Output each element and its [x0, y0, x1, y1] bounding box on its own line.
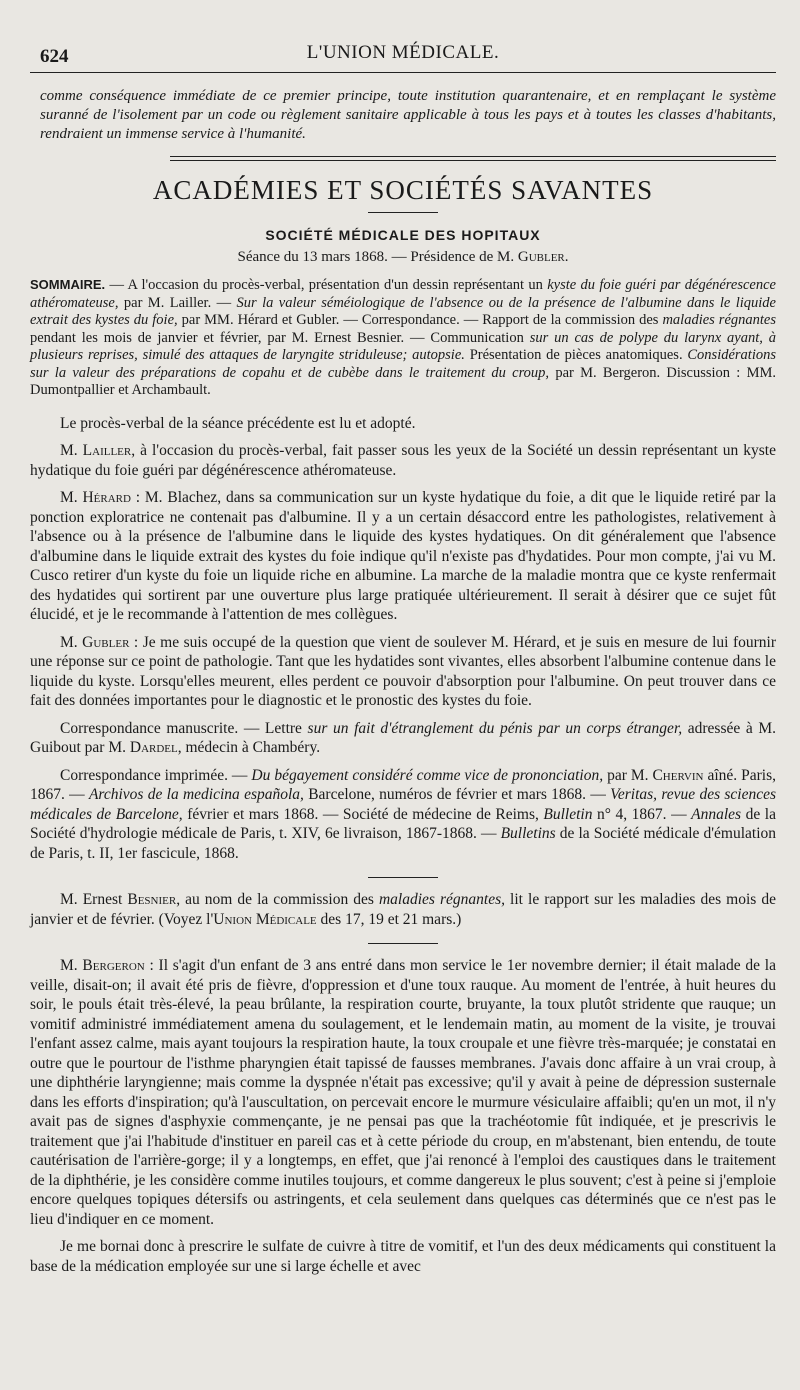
- session-line: [30, 249, 776, 266]
- paragraph-correspondence-printed: [30, 766, 776, 864]
- paragraph-continuation: Je me bornai donc à prescrire le sulfate de cuivre à titre de vomitif, et l'un des deux médicaments qui constituent la base de la médication employée sur une si large échelle et avec: [30, 1238, 776, 1275]
- paragraph-italic: Annales: [691, 805, 742, 823]
- speaker-name: Besnier: [127, 891, 177, 908]
- paragraph-text: par M.: [603, 766, 653, 784]
- paragraph-text: , à l'occasion du procès-verbal, fait passer sous les yeux de la Société un dessin représentant un kyste hydatique du foie guéri par dégénérescence athéromateuse.: [30, 442, 776, 479]
- paragraph-text: lit le rapport sur les maladies des mois de janvier et de février. (Voyez l': [30, 891, 776, 928]
- paragraph-text: M. Ernest: [60, 891, 128, 908]
- paragraph-text: adressée à M. Guibout par M.: [30, 719, 777, 756]
- summary-italic: sur un cas de polype du larynx ayant, à plusieurs reprises, simulé des attaques de laryngite striduleuse; autopsie.: [30, 329, 776, 363]
- person-name: Dardel: [129, 739, 178, 756]
- speaker-name: Lailler: [82, 442, 132, 459]
- society-name: SOCIÉTÉ MÉDICALE DES HOPITAUX: [265, 227, 541, 243]
- paragraph-text: : M. Blachez, dans sa communication sur un kyste hydatique du foie, a dit que le liquide retiré par la ponction exploratrice ne contenait pas d'albumine. Il y a un certain désaccord entre les pathologistes, relativement à l'absence ou à la présence de l'albumine dans le liquide des kystes hydatiques. On dit généralement que l'absence d'albumine dans le liquide extrait des kystes du foie indique qu'il n'existe pas d'hydatides. Pour mon compte, j'ai vu M. Cusco retirer d'un kyste du foie un liquide riche en albumine. La marche de la maladie montra que ce kyste renfermait des hydatides qui sortirent par une ouverture plus large pratiquée ultérieurement. Il serait à désirer que ce sujet fût élucidé, et je le recommande à l'attention de mes collègues.: [30, 489, 776, 623]
- section-double-rule: [170, 156, 776, 161]
- paragraph-besnier: [30, 890, 776, 929]
- paragraph-text: février et mars 1868. — Société de médecine de Reims,: [182, 805, 544, 823]
- header-rule: [30, 72, 776, 73]
- speaker-prefix: M.: [60, 489, 83, 506]
- paragraph-bergeron: [30, 956, 776, 1229]
- paragraph-text: aîné. Paris, 1867. —: [30, 766, 776, 803]
- paragraph-text: n° 4, 1867. —: [592, 805, 692, 823]
- journal-reference: Union Médicale: [213, 910, 317, 928]
- summary-italic: kyste du foie guéri par dégénérescence athéromateuse,: [30, 277, 776, 311]
- speaker-prefix: M.: [60, 442, 83, 459]
- paragraph-text: Correspondance manuscrite. — Lettre: [60, 719, 308, 737]
- summary-italic: Sur la valeur séméiologique de l'absence ou de la présence de l'albumine dans le liquide extrait des kystes du foie,: [30, 294, 776, 328]
- person-name: Chervin: [652, 766, 704, 784]
- speaker-name: Bergeron: [82, 957, 145, 974]
- paragraph-italic: Bulletins: [500, 825, 556, 842]
- section-title: ACADÉMIES ET SOCIÉTÉS SAVANTES: [152, 175, 654, 205]
- page-number: 624: [40, 46, 69, 67]
- summary-italic: Considérations sur la valeur des préparations de copahu et de cubèbe dans le traitement du croup,: [30, 347, 776, 381]
- section-divider: [368, 877, 438, 878]
- paragraph-correspondence-manuscript: [30, 719, 776, 758]
- summary-italic: maladies régnantes: [662, 312, 776, 328]
- paragraph-italic: sur un fait d'étranglement du pénis par un corps étranger,: [307, 719, 683, 737]
- speaker-name: Gubler: [82, 633, 130, 651]
- paragraph-italic: Bulletin: [543, 805, 593, 823]
- summary-text: par M. Bergeron. Discussion : MM. Dumontpallier et Archambault.: [30, 364, 776, 398]
- summary-text: pendant les mois de janvier et février, par M. Ernest Besnier. — Communication: [30, 329, 530, 346]
- paragraph-minutes: Le procès-verbal de la séance précédente est lu et adopté.: [60, 414, 416, 432]
- paragraph-text: , au nom de la commission des: [176, 891, 379, 908]
- session-president: Gubler.: [517, 249, 569, 265]
- speaker-name: Hérard: [82, 489, 131, 506]
- journal-title: L'UNION MÉDICALE.: [306, 42, 500, 63]
- paragraph-italic: Veritas, revue des sciences médicales de Barcelone,: [30, 786, 777, 823]
- paragraph-text: : Je me suis occupé de la question que vient de soulever M. Hérard, et je suis en mesure de lui fournir une réponse sur ce point de pathologie. Tant que les hydatides sont vivantes, elles absorbent l'albumine contenue dans le liquide du kyste. Lorsqu'elles meurent, elles perdent ce pouvoir d'absorption pour l'albumine. On peut trouver dans ce fait des données importantes pour le diagnostic et le pronostic des kystes du foie.: [30, 633, 776, 709]
- section-divider: [368, 943, 438, 944]
- paragraph-italic: Archivos de la medicina española,: [88, 786, 304, 803]
- paragraph-text: des 17, 19 et 21 mars.): [316, 910, 462, 928]
- paragraph-gubler: [30, 633, 776, 711]
- paragraph-text: , médecin à Chambéry.: [177, 739, 321, 756]
- intro-paragraph: comme conséquence immédiate de ce premier principe, toute institution quarantenaire, et en remplaçant le système suranné de l'isolement par un code ou règlement sanitaire applicable à tous les pays et à toutes les classes d'habitants, rendraient un immense service à l'humanité.: [40, 88, 776, 142]
- summary-paragraph: [30, 276, 776, 400]
- paragraph-text: : Il s'agit d'un enfant de 3 ans entré dans mon service le 1er novembre dernier; il était malade de la veille, disait-on; il avait été pris de fièvre, d'oppression et d'une toux rauque. Au moment de l'entrée, à huit heures du soir, le pouls était très-élevé, la peau brûlante, la respiration courte, bruyante, la toux plutôt stridente que rauque; un vomitif administré immédiatement amena du soulagement, et le lendemain matin, au moment de la visite, je trouvai l'enfant assez calme, mais ayant toujours la respiration haute, la toux croupale et une fièvre très-marquée; je constatai en outre que le pourtour de l'isthme pharyngien était tapissé de fausses membranes. J'avais donc affaire à un vrai croup, à une diphthérie laryngienne; mais comme la dyspnée n'était pas excessive; qu'il y avait à peine de dépression susternale dans les efforts d'inspiration; qu'à l'auscultation, on percevait encore le murmure vésiculaire affaibli; qu'en un mot, il n'y avait pas de signes d'asphyxie commençante, je ne pensai pas que la trachéotomie fût indiquée, et je prescrivis le traitement que j'ai l'habitude d'instituer en pareil cas et à cette période du croup, en m'abstenant, bien entendu, de toute cautérisation de l'arrière-gorge; il y a longtemps, en effet, que j'ai renoncé à l'emploi des caustiques dans le traitement de la diphthérie, je les considère comme inutiles toujours, et comme dangereux le plus souvent; c'est à peine si j'emploie encore quelques topiques détersifs ou astringents, et cela seulement dans quelques cas déterminés que ce n'est pas le lieu d'indiquer en ce moment.: [30, 957, 776, 1228]
- summary-text: par MM. Hérard et Gubler. — Correspondance. — Rapport de la commission des: [177, 312, 663, 328]
- paragraph-text: de la Société médicale d'émulation de Paris, t. II, 1er fascicule, 1868.: [30, 825, 777, 862]
- paragraph-italic: Du bégayement considéré comme vice de prononciation,: [251, 766, 604, 784]
- paragraph-text: Correspondance imprimée. —: [60, 766, 252, 784]
- summary-text: — A l'occasion du procès-verbal, présentation d'un dessin représentant un: [105, 277, 548, 293]
- paragraph-lailler: [30, 441, 776, 480]
- page-header: [30, 38, 776, 72]
- paragraph-text: de la Société d'hydrologie médicale de Paris, t. XIV, 6e livraison, 1867-1868. —: [30, 805, 776, 842]
- summary-text: par M. Lailler. —: [118, 294, 237, 311]
- summary-text: Présentation de pièces anatomiques.: [464, 347, 688, 363]
- paragraph-herard: [30, 488, 776, 625]
- paragraph-text: Barcelone, numéros de février et mars 1868. —: [303, 786, 611, 803]
- summary-label: SOMMAIRE.: [30, 277, 106, 292]
- speaker-prefix: M.: [60, 957, 83, 974]
- paragraph-italic: maladies régnantes,: [378, 891, 506, 908]
- session-text: Séance du 13 mars 1868. — Présidence de M.: [237, 249, 518, 265]
- title-short-rule: [368, 212, 438, 213]
- speaker-prefix: M.: [60, 633, 83, 651]
